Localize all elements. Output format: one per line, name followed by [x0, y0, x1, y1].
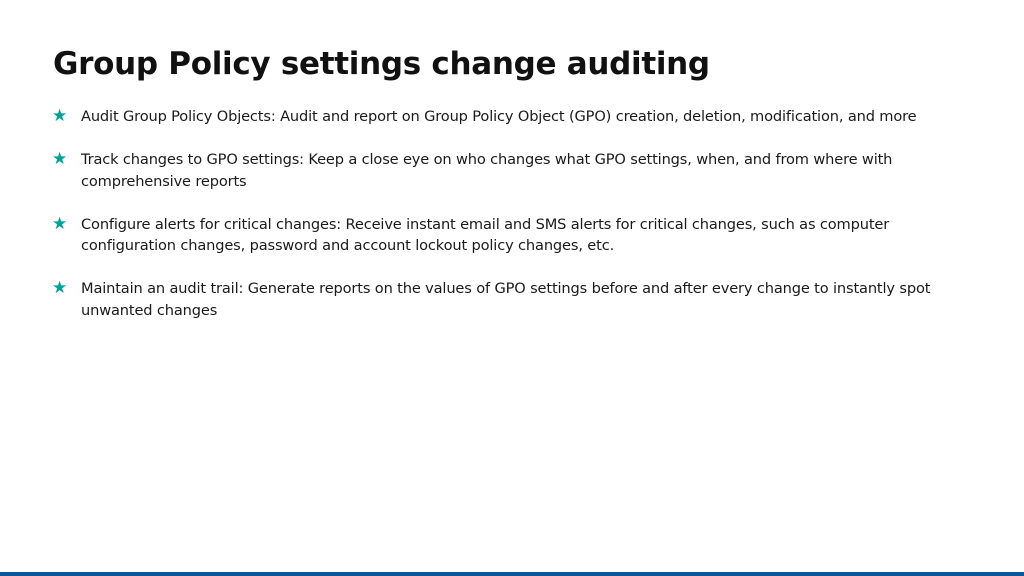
star-icon: ★ — [52, 106, 68, 126]
star-icon: ★ — [52, 278, 68, 298]
bullet-item — [53, 149, 973, 192]
bullet-item — [53, 106, 973, 128]
bullet-item — [53, 214, 973, 257]
slide-title: Group Policy settings change auditing — [53, 46, 710, 82]
star-icon: ★ — [52, 213, 68, 234]
bullet-item — [53, 278, 973, 321]
bullet-list — [53, 106, 973, 343]
bottom-accent-bar — [0, 572, 1024, 576]
bullet-text: Audit Group Policy Objects: Audit and report on Group Policy Object (GPO) creation, deletion, modification, and more — [81, 108, 917, 125]
star-icon: ★ — [52, 149, 68, 169]
bullet-text: Maintain an audit trail: Generate reports on the values of GPO settings before and after every change to instantly spot unwanted changes — [81, 280, 931, 319]
bullet-text: Configure alerts for critical changes: Receive instant email and SMS alerts for critical changes, such as computer configuration changes, password and account lockout policy changes, etc. — [81, 215, 890, 254]
bullet-text: Track changes to GPO settings: Keep a close eye on who changes what GPO settings, when, and from where with comprehensive reports — [81, 151, 893, 190]
